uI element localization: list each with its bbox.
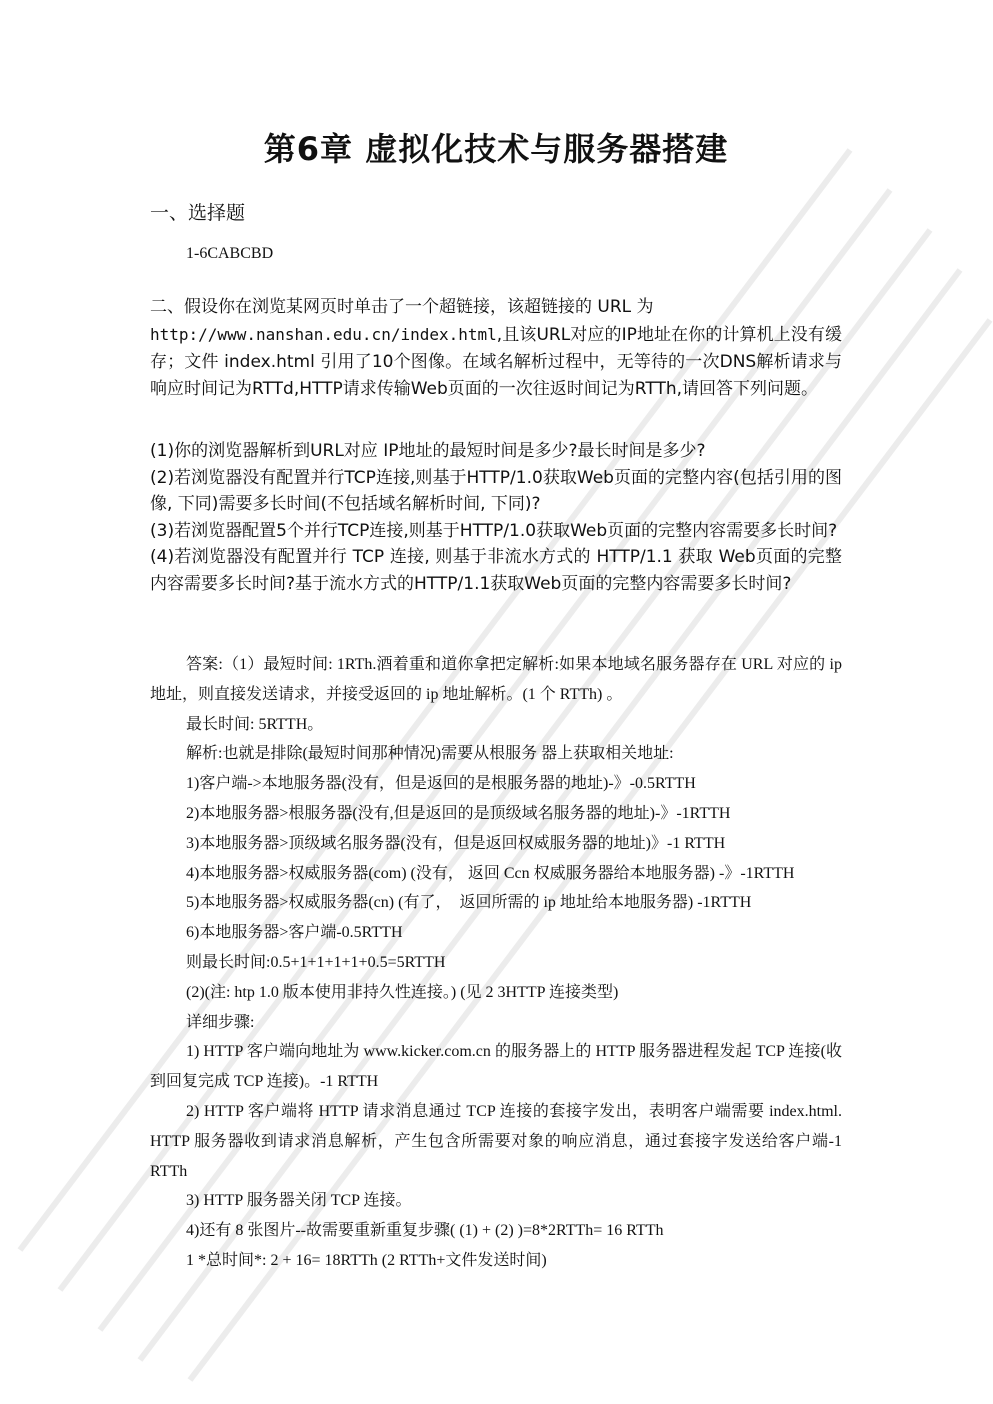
answer-line: 解析:也就是排除(最短时间那种情况)需要从根服务 器上获取相关地址: — [186, 745, 674, 763]
section-heading-choice: 一、选择题 — [150, 202, 246, 224]
answer-line: 1) HTTP 客户端向地址为 www.kicker.com.cn 的服务器上的 HTTP 服务器进程发起 TCP 连接(收到回复完成 TCP 连接)。-1 RTTH — [150, 1043, 842, 1091]
sub-question: (1)你的浏览器解析到URL对应 IP地址的最短时间是多少?最长时间是多少? — [150, 441, 706, 461]
answer-line: 答案:（1）最短时间: 1RTh.酒着重和道你拿把定解析:如果本地域名服务器存在 URL 对应的 ip 地址，则直接发送请求，并接受返回的 ip 地址解析。(1 个 RTTh) 。 — [150, 656, 842, 703]
answer-line: 1)客户端->本地服务器(没有，但是返回的是根服务器的地址)-》-0.5RTTH — [186, 775, 696, 793]
answer-line: 最长时间: 5RTTH。 — [186, 715, 324, 733]
answer-line: 2) HTTP 客户端将 HTTP 请求消息通过 TCP 连接的套接字发出，表明客户端需要 index.html. HTTP 服务器收到请求消息解析，产生包含所需要对象的响应消息，通过套接字发送给客户端-1 RTTh — [150, 1102, 842, 1180]
chapter-title: 第6章 虚拟化技术与服务器搭建 — [263, 130, 729, 168]
answer-line: 则最长时间:0.5+1+1+1+1+0.5=5RTTH — [186, 953, 446, 971]
answer-line: 详细步骤: — [186, 1013, 255, 1031]
answer-line: 5)本地服务器>权威服务器(cn) (有了， 返回所需的 ip 地址给本地服务器) -1RTTH — [186, 894, 752, 912]
intro-text-a: 二、假设你在浏览某网页时单击了一个超链接，该超链接的 URL 为 — [150, 297, 654, 317]
sub-questions — [150, 438, 842, 597]
answer-line: 3)本地服务器>顶级域名服务器(没有，但是返回权威服务器的地址)》-1 RTTH — [186, 834, 726, 852]
answer-line: 4)还有 8 张图片--故需要重新重复步骤( (1) + (2) )=8*2RTTh= 16 RTTh — [186, 1222, 664, 1240]
answer-line: 2)本地服务器>根服务器(没有,但是返回的是顶级域名服务器的地址)-》-1RTTH — [186, 804, 731, 822]
intro-url: http://www.nanshan.edu.cn/index.html — [150, 325, 497, 344]
choice-answers: 1-6CABCBD — [186, 245, 274, 262]
answer-line: 6)本地服务器>客户端-0.5RTTH — [186, 924, 403, 942]
intro-text-b: ,且该URL对应的IP地址在你的计算机上没有缓存；文件 index.html 引用了10个图像。在域名解析过程中，无等待的一次DNS解析请求与响应时间记为RTTd,HTTP请求传输Web页面的一次往返时间记为RTTh,请回答下列问题。 — [150, 325, 842, 399]
sub-question: (3)若浏览器配置5个并行TCP连接,则基于HTTP/1.0获取Web页面的完整内容需要多长时间? — [150, 520, 838, 541]
answer-line: (2)(注: htp 1.0 版本使用非持久性连接。) (见 2 3HTTP 连接类型) — [186, 983, 619, 1001]
answer-line: 1 *总时间*: 2 + 16= 18RTTh (2 RTTh+文件发送时间) — [186, 1251, 547, 1269]
answer-line: 4)本地服务器>权威服务器(com) (没有， 返回 Ccn 权威服务器给本地服务器) -》-1RTTH — [186, 864, 795, 882]
question-two-intro — [150, 294, 842, 403]
answer-line: 3) HTTP 服务器关闭 TCP 连接。 — [186, 1192, 412, 1210]
sub-question: (2)若浏览器没有配置并行TCP连接,则基于HTTP/1.0获取Web页面的完整内容(包括引用的图像, 下同)需要多长时间(不包括域名解析时间, 下同)? — [150, 467, 842, 514]
sub-question: (4)若浏览器没有配置并行 TCP 连接, 则基于非流水方式的 HTTP/1.1 获取 Web页面的完整内容需要多长时间?基于流水方式的HTTP/1.1获取Web页面的完整内容需要多长时间? — [150, 547, 842, 594]
answer-block — [150, 650, 842, 1276]
